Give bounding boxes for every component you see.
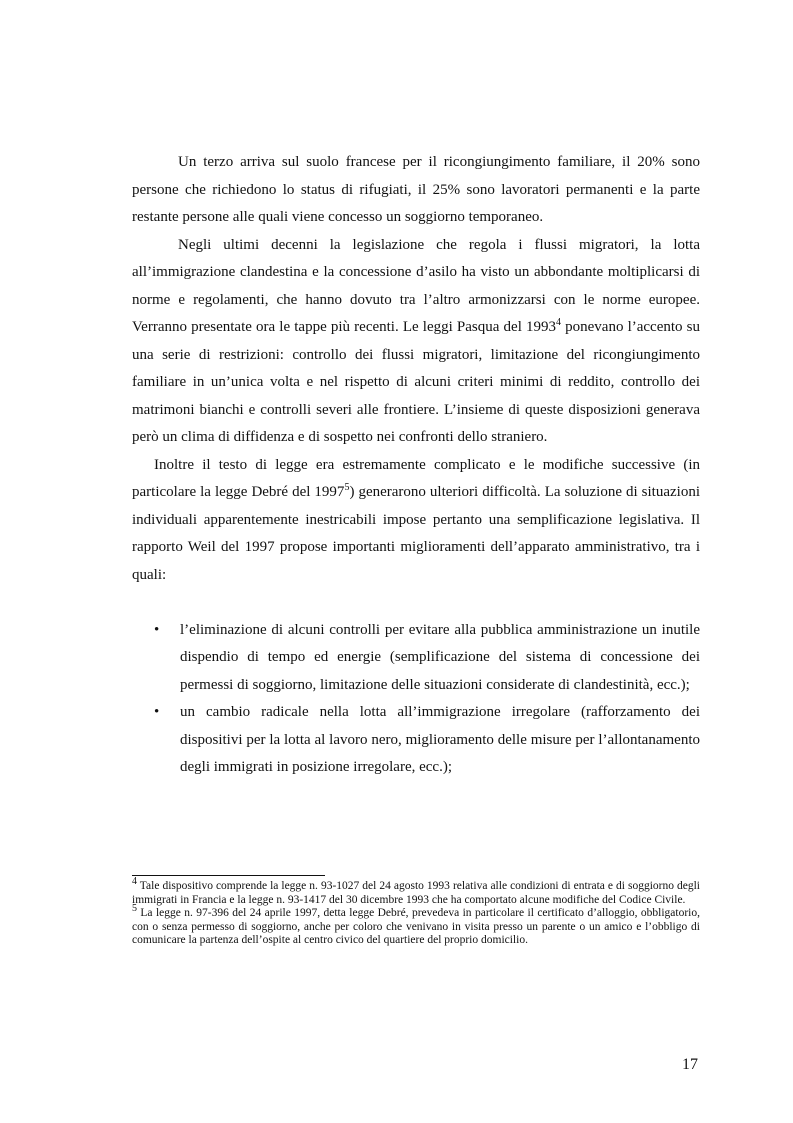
footnotes <box>132 876 700 948</box>
bullet-list <box>132 617 700 782</box>
footnote-number: 5 <box>132 903 137 915</box>
footnote-number: 4 <box>132 876 137 888</box>
main-text <box>132 149 700 782</box>
footnote-ref-4: 4 <box>556 317 561 328</box>
footnote-ref-5: 5 <box>344 482 350 493</box>
paragraph-2: Negli ultimi decenni la legislazione che regola i flussi migratori, la lotta all’immigrazione clandestina e la concessione d’asilo ha visto un abbondante moltiplicarsi di norme e regolamenti, che hanno dovuto tra l’altro armonizzarsi con le norme europee. Verranno presentate ora le tappe più recenti. Le leggi Pasqua del 1993$^4$ ponevano l’accento su una serie di restrizioni: controllo dei flussi migratori, limitazione del ricongiungimento familiare in un’unica volta e nel rispetto di alcuni criteri minimi di reddito, controllo dei matrimoni bianchi e controlli severi alle frontiere. L’insieme di queste disposizioni generava però un clima di diffidenza e di sospetto nei confronti dello straniero. <box>132 236 700 445</box>
footnote-separator <box>132 875 325 876</box>
paragraph-1: Un terzo arriva sul suolo francese per il ricongiungimento familiare, il 20% sono persone che richiedono lo status di rifugiati, il 25% sono lavoratori permanenti e la parte restante persone alle quali viene concesso un soggiorno temporaneo. <box>132 154 700 225</box>
page-number: 17 <box>682 1056 698 1073</box>
bullet-icon: • <box>154 621 160 638</box>
list-item: • l’eliminazione di alcuni controlli per evitare alla pubblica amministrazione un inutile dispendio di tempo ed energie (semplificazione del sistema di concessione dei permessi di soggiorno, limitazione delle situazioni considerate di clandestinità, ecc.); <box>132 617 700 700</box>
bullet-icon: • <box>154 704 160 720</box>
footnote-5: $^5$ La legge n. 97-396 del 24 aprile 1997, detta legge Debré, prevedeva in particolare il certificato d’alloggio, obbligatorio, con o senza permesso di soggiorno, anche per coloro che venivano in visita presso un parente o un amico e l’obbligo di comunicare la partenza dell’ospite al centro civico del quartiere del proprio domicilio. <box>132 903 700 946</box>
paragraph-3: Inoltre il testo di legge era estremamente complicato e le modifiche successive (in particolare la legge Debré del 1997$^5$) generarono ulteriori difficoltà. La soluzione di situazioni individuali apparentemente inestricabili impose pertanto una semplificazione legislativa. Il rapporto Weil del 1997 propose importanti miglioramenti dell’apparato amministrativo, tra i quali: <box>132 456 701 583</box>
list-item: • un cambio radicale nella lotta all’immigrazione irregolare (rafforzamento dei dispositivi per la lotta al lavoro nero, miglioramento delle misure per l’allontanamento degli immigrati in posizione irregolare, ecc.); <box>132 699 700 782</box>
footnote-4: $^4$ Tale dispositivo comprende la legge n. 93-1027 del 24 agosto 1993 relativa alle condizioni di entrata e di soggiorno degli immigrati in Francia e la legge n. 93-1417 del 30 dicembre 1993 che ha comportato alcune modifiche del Codice Civile. <box>132 876 700 906</box>
